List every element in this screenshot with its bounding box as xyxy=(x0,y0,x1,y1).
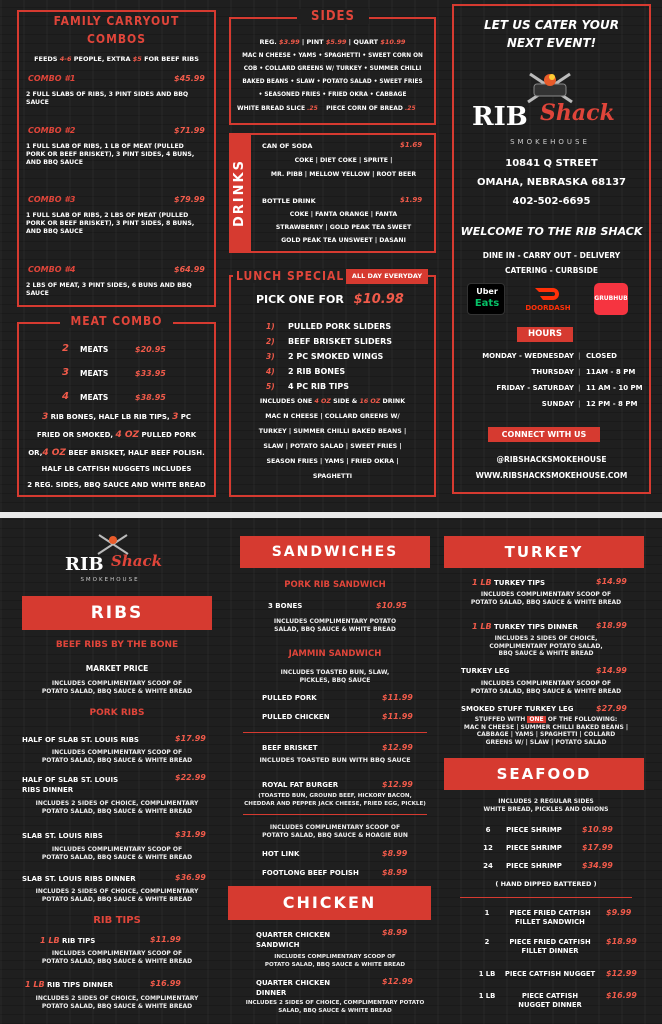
combo-desc: 2 FULL SLABS OF RIBS, 3 PINT SIDES AND BBQ SAUCE xyxy=(26,91,189,106)
drink-bottle-list-2: STRAWBERRY | GOLD PEAK TEA SWEET xyxy=(275,224,412,231)
half-slab-price: $17.99 xyxy=(175,734,206,743)
hours-sep: | xyxy=(578,400,581,408)
logo-small xyxy=(55,532,165,582)
half-slab-dinner: HALF OF SLAB ST. LOUIS RIBS DINNER xyxy=(22,776,119,794)
hours-time: 11AM - 8 PM xyxy=(586,368,636,376)
drink-soda-list-1: COKE | DIET COKE | SPRITE | xyxy=(294,157,393,164)
combo-price: $71.99 xyxy=(174,126,205,135)
meat-count: 2 xyxy=(62,343,69,354)
three-bones: 3 BONES xyxy=(268,602,303,610)
quarter-chicken-sandwich: QUARTER CHICKEN SANDWICH xyxy=(256,931,331,949)
turkey-tips-desc: INCLUDES COMPLIMENTARY SCOOP OF POTATO SALAD, BBQ SAUCE & WHITE BREAD xyxy=(470,591,622,606)
drink-bottle: BOTTLE DRINK xyxy=(262,197,316,205)
market-price: MARKET PRICE xyxy=(85,664,149,673)
hours-time: CLOSED xyxy=(586,352,617,360)
turkey-leg-desc: INCLUDES COMPLIMENTARY SCOOP OF POTATO SALAD, BBQ SAUCE & WHITE BREAD xyxy=(470,680,622,695)
hours-title: HOURS xyxy=(517,327,573,342)
meat-label: MEATS xyxy=(80,369,109,378)
sides-line: BAKED BEANS • SLAW • POTATO SALAD • SWEET FRIES xyxy=(242,79,423,85)
rib-tips-dinner-desc: INCLUDES 2 SIDES OF CHOICE, COMPLIMENTARY POTATO SALAD, BBQ SAUCE & WHITE BREAD xyxy=(35,995,199,1010)
combo-desc: 2 LBS OF MEAT, 3 PINT SIDES, 6 BUNS AND BBQ SAUCE xyxy=(26,282,192,297)
services-2: CATERING - CURBSIDE xyxy=(505,266,598,275)
logo-rib: RIB xyxy=(472,102,528,132)
phone[interactable]: 402-502-6695 xyxy=(512,196,591,207)
rib-tips-dinner-price: $16.99 xyxy=(150,979,181,988)
combo-name: COMBO #2 xyxy=(28,126,76,135)
beef-ribs-title: BEEF RIBS BY THE BONE xyxy=(55,640,179,650)
catfish-price: $18.99 xyxy=(606,937,637,946)
drink-bottle-list-1: COKE | FANTA ORANGE | FANTA xyxy=(289,211,398,218)
sides-title: SIDES xyxy=(297,9,369,24)
slab-dinner: SLAB ST. LOUIS RIBS DINNER xyxy=(22,875,136,883)
footlong-polish-price: $8.99 xyxy=(382,868,408,877)
royal-fat-burger-price: $12.99 xyxy=(382,780,413,789)
lunch-item: PULLED PORK SLIDERS xyxy=(288,322,392,331)
meat-combo-desc-1: 3 RIB BONES, HALF LB RIB TIPS, 3 PC xyxy=(41,412,192,422)
catfish-line: PIECE FRIED CATFISH xyxy=(509,909,591,917)
meat-price: $38.95 xyxy=(135,393,166,402)
seafood-title: SEAFOOD xyxy=(444,758,644,790)
catfish-price: $16.99 xyxy=(606,991,637,1000)
rib-tips-dinner: 1 LB RIB TIPS DINNER xyxy=(25,980,114,989)
lunch-side: TURKEY | SUMMER CHILLI BAKED BEANS | xyxy=(258,428,407,435)
sides-bread: WHITE BREAD SLICE .25 PIECE CORN OF BREAD .25 xyxy=(237,105,416,112)
quarter-chicken-dinner: QUARTER CHICKEN DINNER xyxy=(256,979,331,997)
catfish-line: PIECE FRIED CATFISH xyxy=(509,938,591,946)
chicken-title: CHICKEN xyxy=(228,886,431,920)
sides-sizes: REG. $3.99 | PINT $5.99 | QUART $10.99 xyxy=(259,38,406,46)
divider xyxy=(460,897,632,898)
royal-fat-burger: ROYAL FAT BURGER xyxy=(262,781,339,789)
lunch-includes: INCLUDES ONE 4 OZ SIDE & 16 OZ DRINK xyxy=(259,398,406,405)
smoked-stuff-turkey-leg-price: $27.99 xyxy=(596,704,627,713)
lunch-side: MAC N CHEESE | COLLARD GREENS W/ xyxy=(265,413,400,420)
hours-time: 12 PM - 8 PM xyxy=(586,400,638,408)
slab-price: $31.99 xyxy=(175,830,206,839)
hours-day: FRIDAY - SATURDAY xyxy=(496,384,574,392)
website[interactable]: WWW.RIBSHACKSMOKEHOUSE.COM xyxy=(475,471,628,480)
sides-line: COB • COLLARD GREENS W/ TURKEY • SUMMER CHILLI xyxy=(243,66,422,72)
turkey-leg: TURKEY LEG xyxy=(461,667,510,675)
doordash-icon xyxy=(533,285,563,301)
meat-combo-desc-2: FRIED OR SMOKED, 4 OZ PULLED PORK xyxy=(36,430,197,440)
drink-soda-list-2: MR. PIBB | MELLOW YELLOW | ROOT BEER xyxy=(270,171,417,178)
catfish-count: 1 LB xyxy=(478,970,496,978)
hours-time: 11 AM - 10 PM xyxy=(586,384,643,392)
meat-count: 4 xyxy=(62,391,69,402)
smoked-stuff-turkey-leg: SMOKED STUFF TURKEY LEG xyxy=(461,705,574,713)
catfish-line: FILLET SANDWICH xyxy=(515,918,585,926)
drink-bottle-list-3: GOLD PEAK TEA UNSWEET | DASANI xyxy=(281,237,406,244)
grubhub-button[interactable]: GRUBHUB xyxy=(594,283,628,315)
drink-bottle-price: $1.99 xyxy=(400,196,423,204)
welcome-heading: WELCOME TO THE RIB SHACK xyxy=(460,225,643,238)
jammin-title: JAMMIN SANDWICH xyxy=(288,649,382,659)
quarter-chicken-dinner-price: $12.99 xyxy=(382,977,413,986)
beef-ribs-desc: INCLUDES COMPLIMENTARY SCOOP OF POTATO SALAD, BBQ SAUCE & WHITE BREAD xyxy=(41,680,193,695)
shrimp-price: $17.99 xyxy=(582,843,613,852)
logo xyxy=(470,70,630,150)
logo-small-smokehouse: SMOKEHOUSE xyxy=(80,577,140,583)
shrimp-count: 6 xyxy=(485,826,491,834)
lunch-side: SPAGHETTI xyxy=(312,473,353,480)
beef-brisket-desc: INCLUDES TOASTED BUN WITH BBQ SAUCE xyxy=(259,757,411,764)
catfish-count: 1 xyxy=(484,909,490,917)
turkey-tips-dinner-price: $18.99 xyxy=(596,621,627,630)
meat-price: $20.95 xyxy=(135,345,166,354)
slab-dinner-desc: INCLUDES 2 SIDES OF CHOICE, COMPLIMENTARY POTATO SALAD, BBQ SAUCE & WHITE BREAD xyxy=(35,888,199,903)
catfish-count: 2 xyxy=(484,938,490,946)
divider xyxy=(243,814,427,815)
lunch-special-badge: ALL DAY EVERYDAY xyxy=(346,269,428,284)
slab-dinner-price: $36.99 xyxy=(175,873,206,882)
pulled-chicken-price: $11.99 xyxy=(382,712,413,721)
lunch-item-number: 5) xyxy=(266,382,275,391)
three-bones-price: $10.95 xyxy=(376,601,407,610)
half-slab: HALF OF SLAB ST. LOUIS RIBS xyxy=(22,736,139,744)
catfish-item xyxy=(502,970,598,979)
drink-soda: CAN OF SODA xyxy=(262,142,313,150)
turkey-tips-price: $14.99 xyxy=(596,577,627,586)
lunch-item: BEEF BRISKET SLIDERS xyxy=(288,337,393,346)
cater-line-1: LET US CATER YOUR xyxy=(484,18,619,32)
beef-brisket: BEEF BRISKET xyxy=(262,744,318,752)
battered-note: ( HAND DIPPED BATTERED ) xyxy=(495,880,597,888)
logo-small-shack: Shack xyxy=(111,552,162,570)
family-combos-title: FAMILY CARRYOUT xyxy=(53,14,180,28)
lunch-item-number: 4) xyxy=(266,367,275,376)
combo-name: COMBO #4 xyxy=(28,265,76,274)
lunch-side: SEASON FRIES | YAMS | FRIED OKRA | xyxy=(266,458,399,465)
drink-soda-price: $1.69 xyxy=(400,141,423,149)
beef-brisket-price: $12.99 xyxy=(382,743,413,752)
jammin-desc: INCLUDES TOASTED BUN, SLAW, PICKLES, BBQ SAUCE xyxy=(280,669,390,684)
logo-small-rib: RIB xyxy=(65,554,104,575)
rib-tips: 1 LB RIB TIPS xyxy=(40,936,96,945)
hours-sep: | xyxy=(578,368,581,376)
pulled-pork-price: $11.99 xyxy=(382,693,413,702)
smoked-stuff-desc: STUFFED WITH ONE OF THE FOLLOWING: MAC N CHEESE | SUMMER CHILLI BAKED BEANS | CABBAGE | YAMS | SPAGHETTI | COLLARD GREENS W/ | SLAW | POTATO SALAD xyxy=(463,716,629,746)
turkey-leg-price: $14.99 xyxy=(596,666,627,675)
catfish-line: FILLET DINNER xyxy=(521,947,579,955)
combo-price: $45.99 xyxy=(174,74,205,83)
slab-desc: INCLUDES COMPLIMENTARY SCOOP OF POTATO SALAD, BBQ SAUCE & WHITE BREAD xyxy=(41,846,193,861)
hot-link: HOT LINK xyxy=(262,850,300,858)
turkey-tips: 1 LB TURKEY TIPS xyxy=(472,578,546,587)
logo-shack: Shack xyxy=(540,100,615,126)
catfish-item xyxy=(502,938,598,956)
meat-price: $33.95 xyxy=(135,369,166,378)
meat-label: MEATS xyxy=(80,345,109,354)
meat-combo-desc-4: HALF LB CATFISH NUGGETS INCLUDES xyxy=(41,465,192,473)
combo-desc: 1 FULL SLAB OF RIBS, 2 LBS OF MEAT (PULLED PORK OR BEEF BRISKET), 3 PINT SIDES, 8 BUNS, AND BBQ SAUCE xyxy=(26,212,195,235)
hours-sep: | xyxy=(578,384,581,392)
hours-day: THURSDAY xyxy=(531,368,574,376)
pork-rib-sandwich-title: PORK RIB SANDWICH xyxy=(284,580,386,590)
catfish-price: $9.99 xyxy=(606,908,632,917)
drinks-panel xyxy=(229,133,436,253)
catfish-price: $12.99 xyxy=(606,969,637,978)
hours-sep: | xyxy=(578,352,581,360)
meat-count: 3 xyxy=(62,367,69,378)
hours-day: SUNDAY xyxy=(541,400,574,408)
sides-line: MAC N CHEESE • YAMS • SPAGHETTI • SWEET CORN ON xyxy=(242,53,423,59)
family-feeds-note: FEEDS 4-6 PEOPLE, EXTRA $5 FOR BEEF RIBS xyxy=(34,55,199,63)
catfish-line: NUGGET DINNER xyxy=(518,1001,582,1009)
half-slab-desc: INCLUDES COMPLIMENTARY SCOOP OF POTATO SALAD, BBQ SAUCE & WHITE BREAD xyxy=(41,749,193,764)
pulled-chicken: PULLED CHICKEN xyxy=(262,713,330,721)
combo-name: COMBO #3 xyxy=(28,195,76,204)
connect-button[interactable]: CONNECT WITH US xyxy=(488,427,600,442)
rib-tips-title: RIB TIPS xyxy=(93,915,141,926)
combo-desc: 1 FULL SLAB OF RIBS, 1 LB OF MEAT (PULLED PORK OR BEEF BRISKET), 3 PINT SIDES, 4 BUNS, AND BBQ SAUCE xyxy=(26,143,195,166)
lunch-item-number: 1) xyxy=(266,322,275,331)
half-slab-dinner-price: $22.99 xyxy=(175,773,206,782)
catfish-count: 1 LB xyxy=(478,992,496,1000)
catfish-item xyxy=(502,992,598,1010)
lunch-item: 4 PC RIB TIPS xyxy=(288,382,349,391)
pulled-pork: PULLED PORK xyxy=(262,694,317,702)
family-combos-subtitle: COMBOS xyxy=(86,32,147,46)
ribs-title: RIBS xyxy=(22,596,212,630)
address-line-1: 10841 Q STREET xyxy=(505,158,598,169)
menu-page-inside xyxy=(0,518,662,1024)
catfish-line: PIECE CATFISH NUGGET xyxy=(504,970,596,978)
seafood-includes: INCLUDES 2 REGULAR SIDES WHITE BREAD, PICKLES AND ONIONS xyxy=(483,798,609,813)
drinks-title: DRINKS xyxy=(229,133,251,253)
turkey-tips-dinner-desc: INCLUDES 2 SIDES OF CHOICE, COMPLIMENTARY POTATO SALAD, BBQ SAUCE & WHITE BREAD xyxy=(489,635,603,657)
hoagie-desc: INCLUDES COMPLIMENTARY SCOOP OF POTATO SALAD, BBQ SAUCE & HOAGIE BUN xyxy=(262,824,408,839)
royal-fat-burger-desc: (TOASTED BUN, GROUND BEEF, HICKORY BACON, CHEDDAR AND PEPPER JACK CHEESE, FRIED EGG, PICKLE) xyxy=(244,793,426,807)
meat-combo-title: MEAT COMBO xyxy=(60,314,173,328)
hot-link-price: $8.99 xyxy=(382,849,408,858)
shrimp-count: 12 xyxy=(483,844,493,852)
rib-tips-price: $11.99 xyxy=(150,935,181,944)
slab: SLAB ST. LOUIS RIBS xyxy=(22,832,103,840)
lunch-item-number: 3) xyxy=(266,352,275,361)
lunch-item-number: 2) xyxy=(266,337,275,346)
turkey-tips-dinner: 1 LB TURKEY TIPS DINNER xyxy=(472,622,578,631)
divider xyxy=(243,732,427,733)
combo-price: $64.99 xyxy=(174,265,205,274)
three-bones-desc: INCLUDES COMPLIMENTARY POTATO SALAD, BBQ SAUCE & WHITE BREAD xyxy=(273,618,397,633)
quarter-chicken-sandwich-desc: INCLUDES COMPLIMENTARY SCOOP OF POTATO SALAD, BBQ SAUCE & WHITE BREAD xyxy=(264,954,406,968)
meat-combo-desc-3: OR,4 OZ BEEF BRISKET, HALF BEEF POLISH. xyxy=(28,448,205,458)
lunch-special-title: LUNCH SPECIAL xyxy=(233,269,347,283)
uber-label: Uber xyxy=(476,287,498,296)
meat-label: MEATS xyxy=(80,393,109,402)
catfish-item xyxy=(502,909,598,927)
shrimp-count: 24 xyxy=(483,862,493,870)
lunch-item: 2 RIB BONES xyxy=(288,367,346,376)
quarter-chicken-dinner-desc: INCLUDES 2 SIDES OF CHOICE, COMPLIMENTARY POTATO SALAD, BBQ SAUCE & WHITE BREAD xyxy=(245,1000,425,1014)
shrimp-item: PIECE SHRIMP xyxy=(506,862,562,870)
services-1: DINE IN - CARRY OUT - DELIVERY xyxy=(482,251,621,260)
address-line-2: OMAHA, NEBRASKA 68137 xyxy=(477,177,626,188)
sides-line: • SEASONED FRIES • FRIED OKRA • CABBAGE xyxy=(258,92,407,98)
combo-price: $79.99 xyxy=(174,195,205,204)
logo-smokehouse: SMOKEHOUSE xyxy=(510,138,590,146)
doordash-label: DOORDASH xyxy=(525,304,571,312)
quarter-chicken-sandwich-price: $8.99 xyxy=(382,928,408,937)
uber-eats-button[interactable] xyxy=(467,283,505,315)
shrimp-price: $34.99 xyxy=(582,861,613,870)
combo-name: COMBO #1 xyxy=(28,74,76,83)
eats-label: Eats xyxy=(474,298,500,309)
shrimp-item: PIECE SHRIMP xyxy=(506,826,562,834)
footlong-polish: FOOTLONG BEEF POLISH xyxy=(262,869,359,877)
lunch-side: SLAW | POTATO SALAD | SWEET FRIES | xyxy=(263,443,402,450)
pork-ribs-title: PORK RIBS xyxy=(89,708,145,718)
catfish-line: PIECE CATFISH xyxy=(521,992,579,1000)
lunch-item: 2 PC SMOKED WINGS xyxy=(288,352,384,361)
shrimp-item: PIECE SHRIMP xyxy=(506,844,562,852)
sandwiches-title: SANDWICHES xyxy=(240,536,430,568)
turkey-title: TURKEY xyxy=(444,536,644,568)
cater-line-2: NEXT EVENT! xyxy=(506,36,597,50)
lunch-pick: PICK ONE FOR $10.98 xyxy=(256,292,404,307)
rib-tips-desc: INCLUDES COMPLIMENTARY SCOOP OF POTATO SALAD, BBQ SAUCE & WHITE BREAD xyxy=(41,950,193,965)
social-handle[interactable]: @RIBSHACKSMOKEHOUSE xyxy=(496,455,607,464)
half-slab-dinner-desc: INCLUDES 2 SIDES OF CHOICE, COMPLIMENTARY POTATO SALAD, BBQ SAUCE & WHITE BREAD xyxy=(35,800,199,815)
doordash-button[interactable] xyxy=(512,283,584,315)
shrimp-price: $10.99 xyxy=(582,825,613,834)
hours-day: MONDAY - WEDNESDAY xyxy=(482,352,574,360)
meat-combo-desc-5: 2 REG. SIDES, BBQ SAUCE AND WHITE BREAD xyxy=(27,481,206,489)
